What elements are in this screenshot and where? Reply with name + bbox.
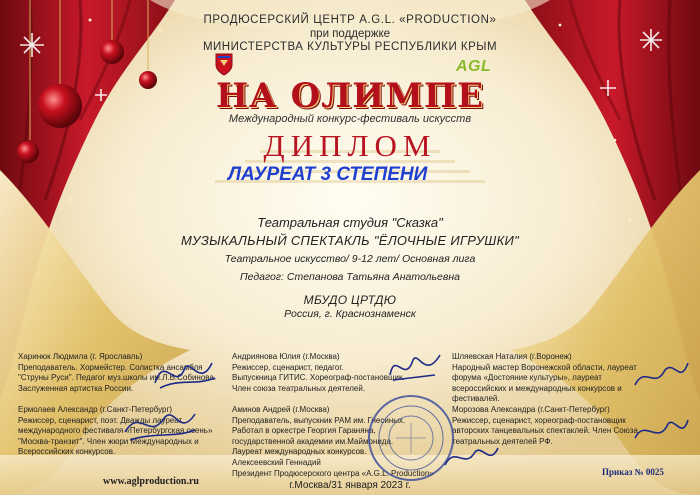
jury-line: Ермолаев Александр (г.Санкт-Петербург) — [18, 405, 173, 414]
president-name: Алексеевский Геннадий — [232, 458, 321, 467]
participant-organization: МБУДО ЦРТДЮ — [303, 293, 397, 307]
jury-line: Преподаватель. Хормейстер. Солистка ансамбля — [18, 362, 203, 372]
participant-performance: МУЗЫКАЛЬНЫЙ СПЕКТАКЛЬ "ЁЛОЧНЫЕ ИГРУШКИ" — [180, 233, 520, 248]
participant-teacher: Педагог: Степанова Татьяна Анатольевна — [240, 271, 460, 283]
jury-line: авторских танцевальных спектаклей. Член Союза — [452, 426, 638, 435]
jury-line: Харинюк Людмила (г. Ярославль) — [18, 352, 143, 361]
jury-line: всероссийских и международных конкурсов и — [452, 383, 622, 393]
order-number: Приказ № 0025 — [602, 467, 664, 477]
festival-title: НА ОЛИМПЕ — [215, 76, 485, 116]
jury-line: Шляевская Наталия (г.Воронеж) — [452, 352, 572, 361]
jury-line: Режиссер, сценарист, поэт. Дважды лауреат — [18, 415, 183, 425]
jury-line: "Москва-транзит". Член жюри Международных и — [18, 436, 199, 446]
jury-member-3 — [452, 352, 637, 405]
president-title: Президент Продюсерского центра «A.G.L. Production» — [232, 468, 434, 478]
jury-line: Член союза театральных деятелей. — [232, 383, 366, 393]
crimea-crest-icon — [214, 52, 234, 76]
jury-line: Работал в оркестре Георгия Гараняна, — [232, 426, 376, 435]
participant-category: Театральное искусство/ 9-12 лет/ Основная лига — [224, 253, 476, 265]
jury-line: государственной академии им.Маймонида. — [232, 436, 394, 446]
agl-logo: AGL — [456, 58, 492, 75]
jury-line: фестивалей. — [452, 394, 500, 403]
jury-line: Аминов Андрей (г.Москва) — [232, 405, 330, 414]
festival-subtitle: Международный конкурс-фестиваль искусств — [228, 113, 472, 125]
signature-icon — [120, 402, 200, 447]
signature-icon — [385, 345, 445, 390]
jury-line: Всероссийских конкурсов. — [18, 447, 116, 456]
website-link[interactable]: www.aglproduction.ru — [103, 476, 199, 487]
jury-line: театральных деятелей РФ. — [452, 436, 553, 446]
diploma-title: ДИПЛОМ — [263, 128, 437, 163]
jury-line: Режиссер, сценарист, педагог. — [232, 362, 344, 372]
organizer-title: ПРОДЮСЕРСКИЙ ЦЕНТР A.G.L. «PRODUCTION» — [203, 14, 497, 26]
jury-line: Народный мастер Воронежской области, лауреат — [452, 362, 637, 372]
signature-icon — [630, 355, 690, 395]
jury-line: Морозова Александра (г.Санкт-Петербург) — [452, 405, 610, 414]
jury-line: Андриянова Юлия (г.Москва) — [232, 352, 340, 361]
signature-icon — [150, 348, 220, 398]
jury-line: Преподаватель, выпускник РАМ им. Гнесиных. — [232, 415, 406, 425]
jury-line: Выпускница ГИТИС. Хореограф-постановщик. — [232, 373, 405, 382]
issue-date: г.Москва/31 января 2023 г. — [289, 480, 411, 491]
participant-studio: Театральная студия "Сказка" — [257, 215, 443, 230]
jury-line: Режиссер, сценарист, хореограф-постановщик — [452, 415, 626, 425]
support-label: при поддержке — [309, 28, 391, 40]
jury-line: Заслуженная артистка России. — [18, 383, 134, 393]
jury-line: "Струны Руси". Педагог муз.школы им.Л.В.Собинова. — [18, 373, 217, 382]
jury-member-2 — [232, 352, 405, 394]
signature-icon — [440, 440, 500, 475]
participant-location: Россия, г. Краснознаменск — [284, 308, 416, 320]
ministry-title: МИНИСТЕРСТВА КУЛЬТУРЫ РЕСПУБЛИКИ КРЫМ — [202, 41, 498, 53]
signature-icon — [630, 410, 690, 450]
jury-line: международного фестиваля «Петербургская осень» — [18, 426, 213, 435]
jury-line: форума «Достояние культуры», лауреат — [452, 373, 602, 382]
award-level: ЛАУРЕАТ 3 СТЕПЕНИ — [228, 164, 428, 185]
jury-line: Лауреат международных конкурсов. — [232, 447, 367, 456]
